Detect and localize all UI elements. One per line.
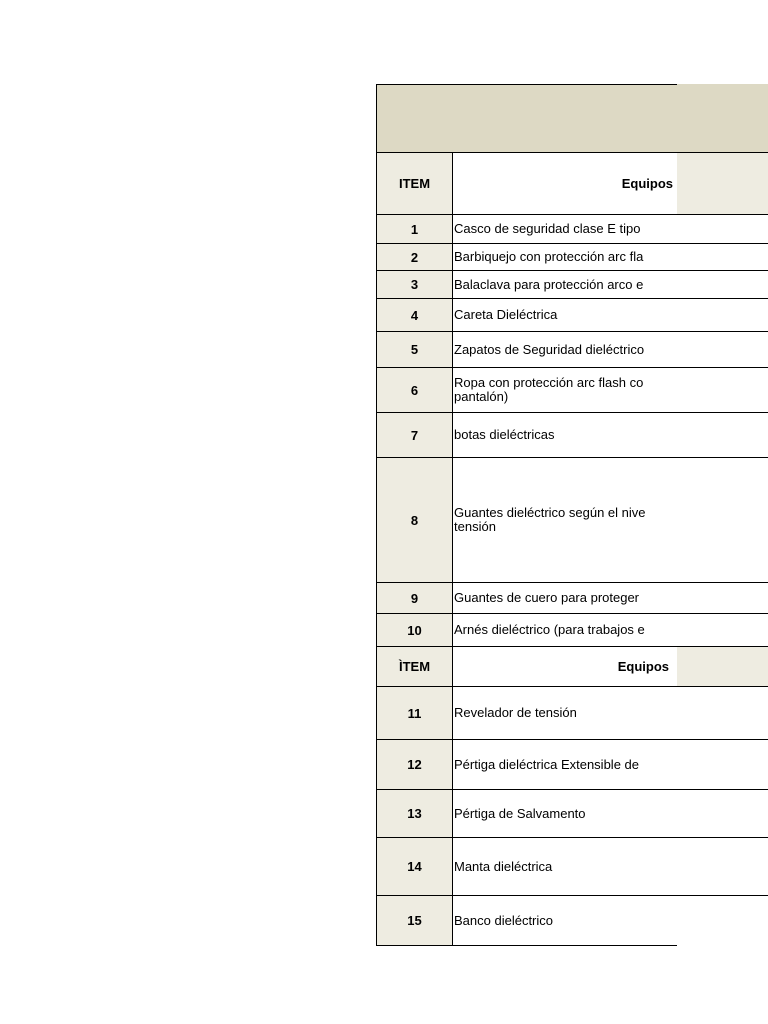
table-row — [376, 298, 768, 331]
row-item-number: 11 — [376, 687, 453, 739]
row-description: Ropa con protección arc flash co pantalón) — [454, 375, 644, 404]
table-row — [376, 331, 768, 367]
row-item-number: 4 — [376, 299, 453, 331]
row-description: Arnés dieléctrico (para trabajos e — [454, 622, 645, 637]
table-row — [376, 895, 768, 945]
table-row — [376, 367, 768, 412]
table-row — [376, 582, 768, 613]
header-item-2: ÌTEM — [376, 647, 453, 686]
header-equipment: Equipos — [453, 153, 677, 214]
row-item-number: 1 — [376, 215, 453, 243]
row-description: Careta Dieléctrica — [454, 307, 558, 322]
row-description: Banco dieléctrico — [454, 912, 553, 928]
table-row — [376, 739, 768, 789]
row-item-number: 10 — [376, 614, 453, 646]
row-item-number: 5 — [376, 332, 453, 367]
row-item-number: 6 — [376, 368, 453, 412]
table-row — [376, 243, 768, 270]
header-equipment-2: Equipos — [453, 647, 677, 686]
table-header-row — [376, 152, 768, 214]
row-description: Manta dieléctrica — [454, 858, 553, 874]
row-description: botas dieléctricas — [454, 427, 555, 442]
row-description: Balaclava para protección arco e — [454, 276, 644, 292]
table-row — [376, 613, 768, 646]
row-item-number: 13 — [376, 790, 453, 837]
table-row — [376, 789, 768, 837]
row-item-number: 12 — [376, 740, 453, 789]
row-item-number: 9 — [376, 583, 453, 613]
row-item-number: 2 — [376, 244, 453, 270]
row-item-number: 15 — [376, 896, 453, 945]
row-item-number: 7 — [376, 413, 453, 457]
row-description: Casco de seguridad clase E tipo — [454, 221, 641, 236]
row-item-number: 8 — [376, 458, 453, 582]
table-title-band — [376, 84, 768, 152]
row-description: Zapatos de Seguridad dieléctrico — [454, 341, 645, 357]
row-description: Revelador de tensión — [454, 705, 577, 720]
row-item-number: 14 — [376, 838, 453, 895]
table-row — [376, 270, 768, 298]
table-row — [376, 214, 768, 243]
table-bottom-border — [376, 945, 677, 946]
row-description: Barbiquejo con protección arc fla — [454, 249, 644, 264]
table-row — [376, 837, 768, 895]
row-description: Pértiga dieléctrica Extensible de — [454, 756, 639, 772]
table-row — [376, 686, 768, 739]
row-description: Guantes dieléctrico según el nive tensión — [454, 505, 646, 534]
row-description: Guantes de cuero para proteger — [454, 590, 640, 605]
table-row — [376, 412, 768, 457]
row-item-number: 3 — [376, 271, 453, 298]
row-description: Pértiga de Salvamento — [454, 805, 586, 821]
header-item: ITEM — [376, 153, 453, 214]
table-header-row-2 — [376, 646, 768, 686]
table-row — [376, 457, 768, 582]
